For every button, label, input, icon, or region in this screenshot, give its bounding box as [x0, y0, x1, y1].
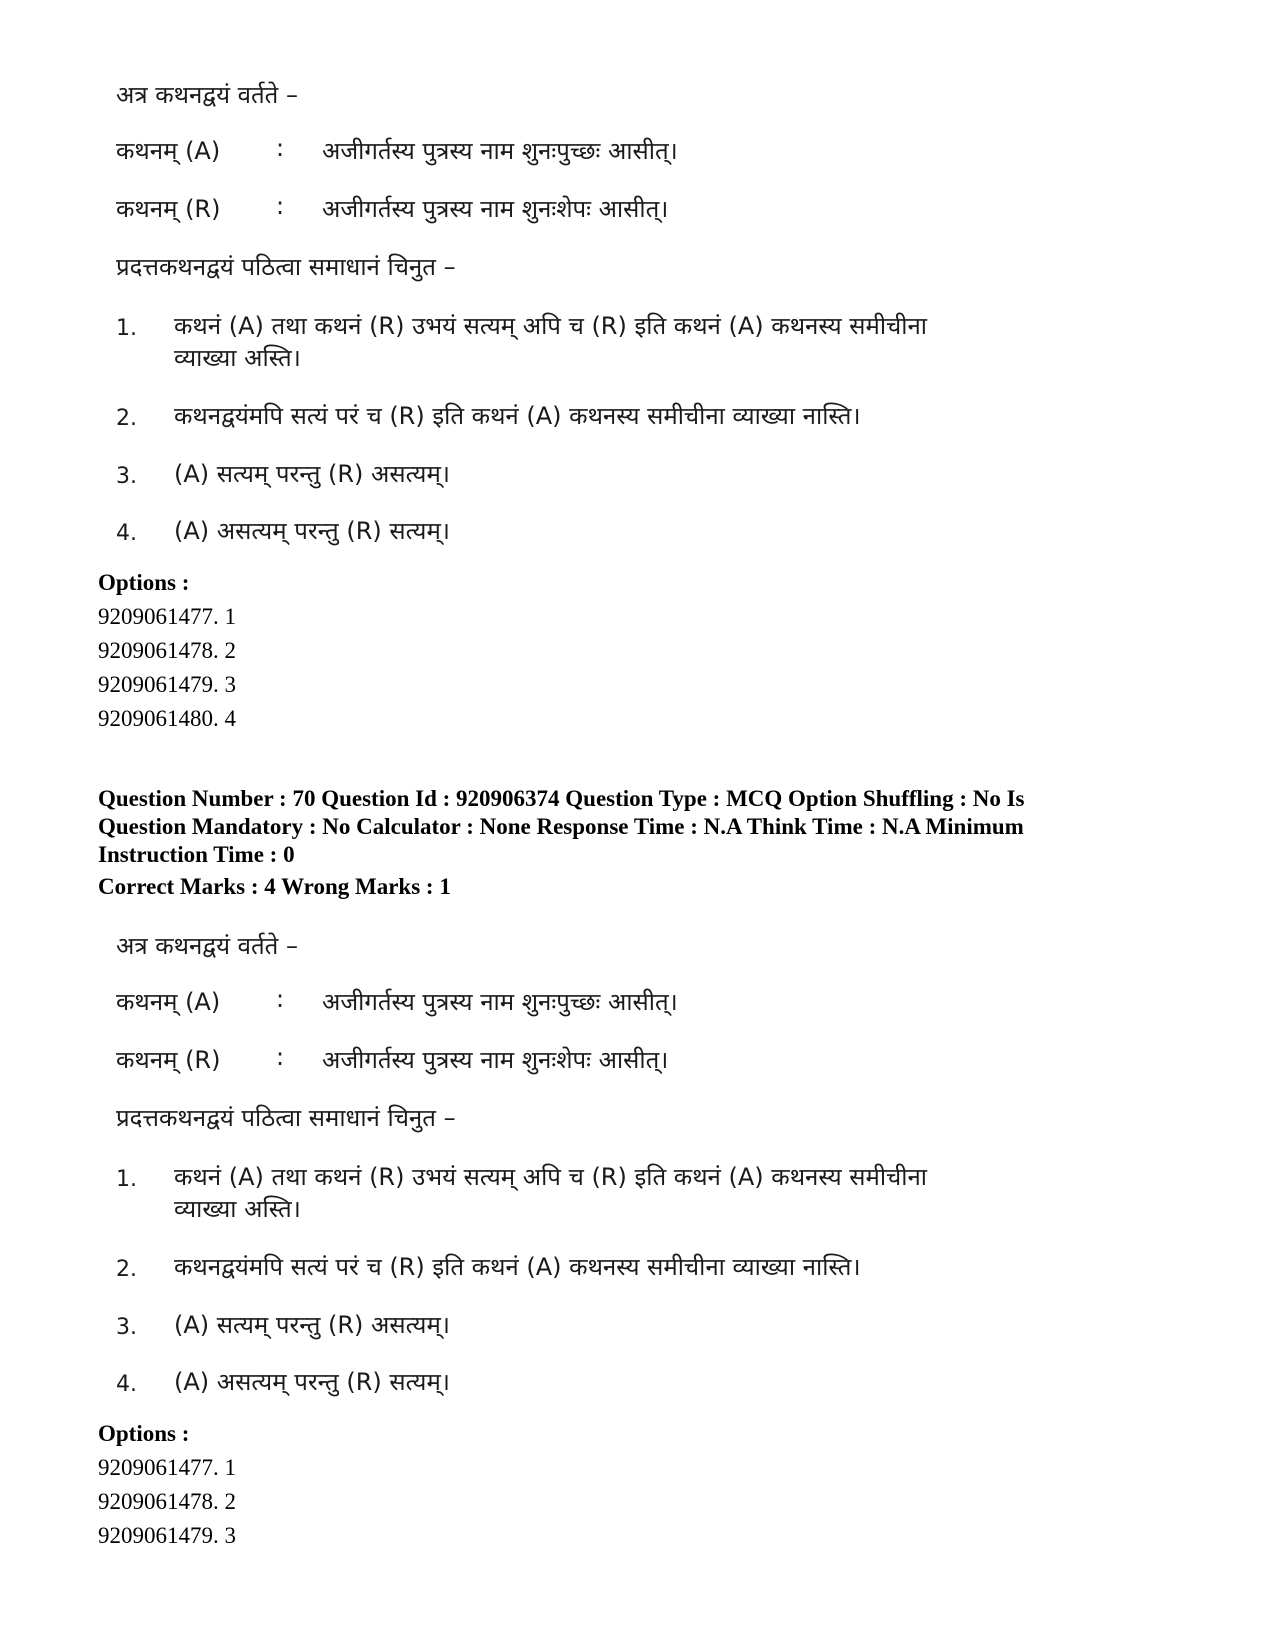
item-number: 2.	[116, 406, 137, 431]
statement-a-label: कथनम् (A)	[116, 137, 221, 165]
option-line: 9209061478. 2	[98, 638, 236, 663]
options-heading: Options :	[98, 570, 190, 595]
option-line: 9209061478. 2	[98, 1489, 236, 1514]
item-text: कथनद्वयंमपि सत्यं परं च (R) इति कथनं (A) कथनस्य समीचीना व्याख्या नास्ति।	[174, 1253, 861, 1281]
item-text: (A) असत्यम् परन्तु (R) सत्यम्।	[174, 1368, 450, 1396]
option-line: 9209061479. 3	[98, 1523, 236, 1548]
item-number: 3.	[116, 1315, 137, 1340]
item-number: 3.	[116, 464, 137, 489]
statement-a-text: अजीगर्तस्य पुत्रस्य नाम शुनःपुच्छः आसीत्।	[322, 137, 678, 165]
statement-r-label: कथनम् (R)	[116, 1046, 221, 1074]
item-number: 1.	[116, 316, 137, 341]
item-text: कथनद्वयंमपि सत्यं परं च (R) इति कथनं (A) कथनस्य समीचीना व्याख्या नास्ति।	[174, 402, 861, 430]
instruction-text: प्रदत्तकथनद्वयं पठित्वा समाधानं चिनुत –	[116, 253, 456, 281]
statement-r-text: अजीगर्तस्य पुत्रस्य नाम शुनःशेपः आसीत्।	[322, 195, 669, 223]
statement-a-colon: :	[276, 134, 285, 162]
item-number: 4.	[116, 521, 137, 546]
options-heading: Options :	[98, 1421, 190, 1446]
statement-a-label: कथनम् (A)	[116, 988, 221, 1016]
option-line: 9209061479. 3	[98, 672, 236, 697]
intro-text: अत्र कथनद्वयं वर्तते –	[116, 81, 298, 109]
statement-r-label: कथनम् (R)	[116, 195, 221, 223]
item-number: 2.	[116, 1257, 137, 1282]
item-text: (A) असत्यम् परन्तु (R) सत्यम्।	[174, 517, 450, 545]
question-meta: Question Number : 70 Question Id : 920906374 Question Type : MCQ Option Shuffling : No Is Question Mandatory : No Calculator : None Response Time : N.A Think Time : N.A Minimum Instruction Time : 0	[98, 786, 1025, 867]
intro-text: अत्र कथनद्वयं वर्तते –	[116, 932, 298, 960]
item-text: कथनं (A) तथा कथनं (R) उभयं सत्यम् अपि च (R) इति कथनं (A) कथनस्य समीचीना व्याख्या अस्ति।	[174, 1163, 928, 1223]
instruction-text: प्रदत्तकथनद्वयं पठित्वा समाधानं चिनुत –	[116, 1104, 456, 1132]
item-number: 4.	[116, 1372, 137, 1397]
item-number: 1.	[116, 1167, 137, 1192]
option-line: 9209061480. 4	[98, 706, 236, 731]
statement-a-text: अजीगर्तस्य पुत्रस्य नाम शुनःपुच्छः आसीत्।	[322, 988, 678, 1016]
statement-a-colon: :	[276, 985, 285, 1013]
item-text: (A) सत्यम् परन्तु (R) असत्यम्।	[174, 460, 450, 488]
statement-r-text: अजीगर्तस्य पुत्रस्य नाम शुनःशेपः आसीत्।	[322, 1046, 669, 1074]
item-text: (A) सत्यम् परन्तु (R) असत्यम्।	[174, 1311, 450, 1339]
option-line: 9209061477. 1	[98, 1455, 236, 1480]
statement-r-colon: :	[276, 192, 285, 220]
statement-r-colon: :	[276, 1043, 285, 1071]
item-text: कथनं (A) तथा कथनं (R) उभयं सत्यम् अपि च (R) इति कथनं (A) कथनस्य समीचीना व्याख्या अस्ति।	[174, 312, 928, 372]
option-line: 9209061477. 1	[98, 604, 236, 629]
question-marks: Correct Marks : 4 Wrong Marks : 1	[98, 874, 451, 899]
